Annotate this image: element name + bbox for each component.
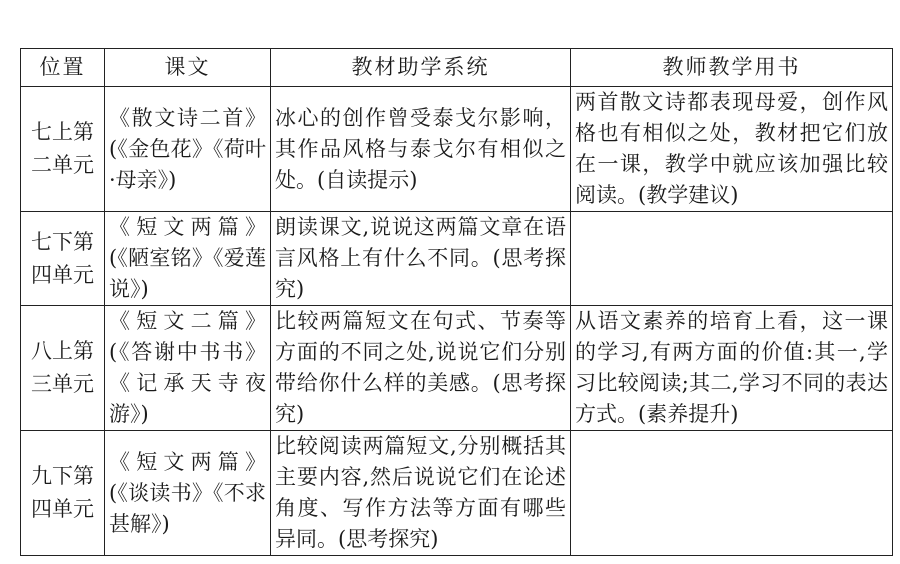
table-row <box>21 431 893 556</box>
cell-position: 七上第二单元 <box>21 87 105 212</box>
table-header-row <box>21 49 893 87</box>
cell-position: 九下第四单元 <box>21 431 105 556</box>
table-row <box>21 87 893 212</box>
cell-lesson: 《短文两篇》(《陋室铭》《爱莲说》) <box>105 212 271 306</box>
cell-lesson: 《短文二篇》(《答谢中书书》《记承天寺夜游》) <box>105 306 271 431</box>
cell-position: 七下第四单元 <box>21 212 105 306</box>
cell-lesson: 《散文诗二首》(《金色花》《荷叶·母亲》) <box>105 87 271 212</box>
header-teacher-book: 教师教学用书 <box>571 49 893 87</box>
cell-lesson: 《短文两篇》(《谈读书》《不求甚解》) <box>105 431 271 556</box>
header-learning-aid: 教材助学系统 <box>271 49 571 87</box>
table-row <box>21 212 893 306</box>
comparison-table <box>20 48 893 556</box>
cell-learning-aid: 冰心的创作曾受泰戈尔影响，其作品风格与泰戈尔有相似之处。(自读提示) <box>271 87 571 212</box>
header-lesson: 课文 <box>105 49 271 87</box>
table-row <box>21 306 893 431</box>
cell-learning-aid: 比较两篇短文在句式、节奏等方面的不同之处,说说它们分别带给你什么样的美感。(思考探究) <box>271 306 571 431</box>
cell-learning-aid: 朗读课文,说说这两篇文章在语言风格上有什么不同。(思考探究) <box>271 212 571 306</box>
header-position: 位置 <box>21 49 105 87</box>
cell-teacher-book: 从语文素养的培育上看，这一课的学习,有两方面的价值:其一,学习比较阅读;其二,学习不同的表达方式。(素养提升) <box>571 306 893 431</box>
cell-teacher-book <box>571 431 893 556</box>
cell-teacher-book <box>571 212 893 306</box>
cell-teacher-book: 两首散文诗都表现母爱，创作风格也有相似之处，教材把它们放在一课，教学中就应该加强比较阅读。(教学建议) <box>571 87 893 212</box>
cell-learning-aid: 比较阅读两篇短文,分别概括其主要内容,然后说说它们在论述角度、写作方法等方面有哪些异同。(思考探究) <box>271 431 571 556</box>
cell-position: 八上第三单元 <box>21 306 105 431</box>
